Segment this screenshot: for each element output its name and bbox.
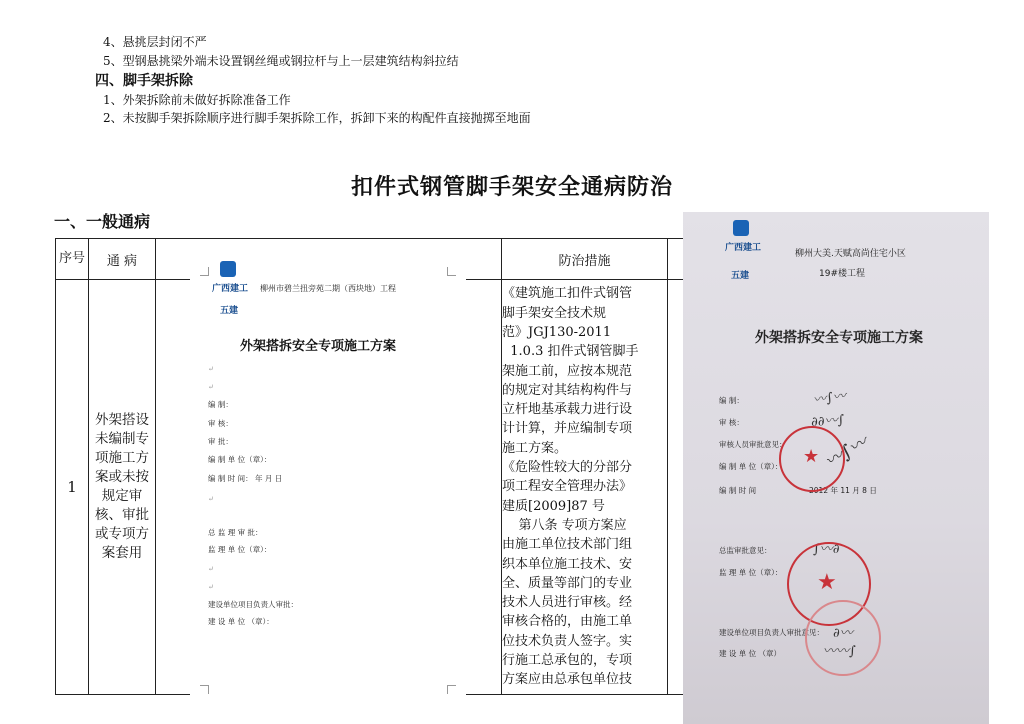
- row-seq: 1: [56, 280, 89, 695]
- dismantle-item-1: 1、外架拆除前未做好拆除准备工作: [103, 93, 291, 107]
- header-seq: 序号: [56, 239, 89, 280]
- signature-reviewer: ∂∂〰∫: [810, 412, 845, 431]
- field-review-opinion: 审核人员审批意见：: [719, 440, 787, 449]
- doc-title: 外架搭拆安全专项施工方案: [240, 339, 397, 354]
- measure-line: 织本单位施工技术、安: [502, 556, 633, 572]
- company-seal-icon: [779, 426, 845, 492]
- logo-brand: 广西建工: [212, 284, 249, 294]
- measure-line: 第八条 专项方案应: [502, 517, 627, 533]
- field-review: 审 核：: [208, 419, 233, 428]
- date-value: 2012 年 11 月 8 日: [809, 486, 877, 495]
- measure-line: 的规定对其结构构件与: [502, 382, 633, 398]
- company-logo-icon: [733, 220, 749, 236]
- measure-line: 行施工总承包的，专项: [502, 653, 633, 669]
- measure-line: 《危险性较大的分部分: [502, 460, 633, 476]
- signature-supervisor: ∫〰∂: [813, 542, 840, 557]
- measure-line: 范》JGJ130-2011: [502, 324, 612, 340]
- list-item-5: 5、型钢悬挑梁外端未设置钢丝绳或钢拉杆与上一层建筑结构斜拉结: [103, 54, 459, 68]
- project-name: 柳州市碧兰扭旁苑二期（西块地）工程: [260, 284, 396, 293]
- logo-brand: 广西建工: [725, 243, 762, 253]
- field-date: 编 制 时 间: [719, 486, 757, 495]
- crop-mark: [200, 685, 209, 694]
- header-measure: 防治措施: [502, 239, 668, 280]
- para-mark: ↵: [208, 365, 214, 373]
- crop-mark: [200, 267, 209, 276]
- field-compile: 编 制：: [719, 396, 744, 405]
- para-mark: ↵: [208, 495, 214, 503]
- section-heading-dismantle: 四、脚手架拆除: [95, 73, 193, 89]
- measure-line: 施工方案。: [502, 440, 568, 456]
- crop-mark: [447, 267, 456, 276]
- field-owner-approve: 建设单位项目负责人审批：: [208, 600, 298, 609]
- field-unit: 编 制 单 位（章）：: [719, 462, 783, 471]
- list-item-4: 4、悬挑层封闭不严: [103, 35, 207, 49]
- field-supervisor: 总监审批意见：: [719, 546, 772, 555]
- measure-line: 由施工单位技术部门组: [502, 537, 633, 553]
- field-owner-unit: 建 设 单 位 （章）: [719, 649, 782, 658]
- logo-sub: 五建: [220, 306, 239, 316]
- company-logo-icon: [220, 261, 236, 277]
- page-title: 扣件式钢管脚手架安全通病防治: [350, 175, 673, 200]
- row-measure: [502, 280, 668, 695]
- section-heading-general: 一、一般通病: [54, 212, 151, 231]
- signature-owner: ∂〰: [833, 626, 853, 641]
- logo-sub: 五建: [731, 271, 750, 281]
- field-unit: 编 制 单 位（章）：: [208, 455, 272, 464]
- row-illness: 外架搭设未编制专项施工方案或未按规定审核、审批或专项方案套用: [89, 280, 156, 695]
- measure-line: 1.0.3 扣件式钢管脚手: [502, 344, 639, 360]
- measure-line: 审核合格的，由施工单: [502, 614, 633, 630]
- star-icon: ★: [817, 570, 837, 595]
- measure-line: 技术人员进行审核。经: [502, 595, 633, 611]
- measure-line: 脚手架安全技术规: [502, 305, 607, 321]
- measure-line: 方案应由总承包单位技: [502, 672, 633, 688]
- measure-line: 《建筑施工扣件式钢管: [502, 286, 633, 302]
- doc-title: 外架搭拆安全专项施工方案: [755, 330, 923, 346]
- measure-line: 全、质量等部门的专业: [502, 575, 633, 591]
- para-mark: ↵: [208, 583, 214, 591]
- field-review: 审 核：: [719, 418, 744, 427]
- field-owner-approve: 建设单位项目负责人审批意见：: [719, 628, 824, 637]
- field-supervisor: 总 监 理 审 批：: [208, 528, 263, 537]
- field-compile: 编 制：: [208, 400, 233, 409]
- star-icon: ★: [803, 446, 820, 467]
- scheme-document-photo-right: [683, 212, 989, 724]
- field-supervision-unit: 监 理 单 位（章）：: [208, 545, 272, 554]
- measure-line: 计计算，并应编制专项: [502, 421, 633, 437]
- para-mark: ↵: [208, 383, 214, 391]
- field-supervision-unit: 监 理 单 位（章）：: [719, 568, 783, 577]
- project-name-line1: 柳州大美.天赋高尚住宅小区: [795, 249, 906, 259]
- measure-line: 立杆地基承载力进行设: [502, 402, 633, 418]
- field-date: 编 制 时 间： 年 月 日: [208, 474, 283, 483]
- measure-line: 项工程安全管理办法》: [502, 479, 633, 495]
- scheme-document-image-left: [190, 247, 466, 698]
- owner-seal-icon: [805, 600, 881, 676]
- measure-line: 建质[2009]87 号: [502, 498, 605, 514]
- signature-approver: 〰∫〰: [821, 431, 872, 473]
- para-mark: ↵: [208, 565, 214, 573]
- field-approve: 审 批：: [208, 437, 233, 446]
- measure-line: 位技术负责人签字。实: [502, 633, 633, 649]
- field-owner-unit: 建 设 单 位 （章）：: [208, 617, 274, 626]
- header-illness: 通 病: [89, 239, 156, 280]
- measure-line: 架施工前，应按本规范: [502, 363, 633, 379]
- crop-mark: [447, 685, 456, 694]
- signature-owner-2: 〰〰∫: [823, 644, 856, 659]
- dismantle-item-2: 2、未按脚手架拆除顺序进行脚手架拆除工作，拆卸下来的构配件直接抛掷至地面: [103, 111, 531, 125]
- signature-compiler: 〰∫〰: [812, 388, 847, 409]
- project-name-line2: 19#楼工程: [819, 269, 865, 279]
